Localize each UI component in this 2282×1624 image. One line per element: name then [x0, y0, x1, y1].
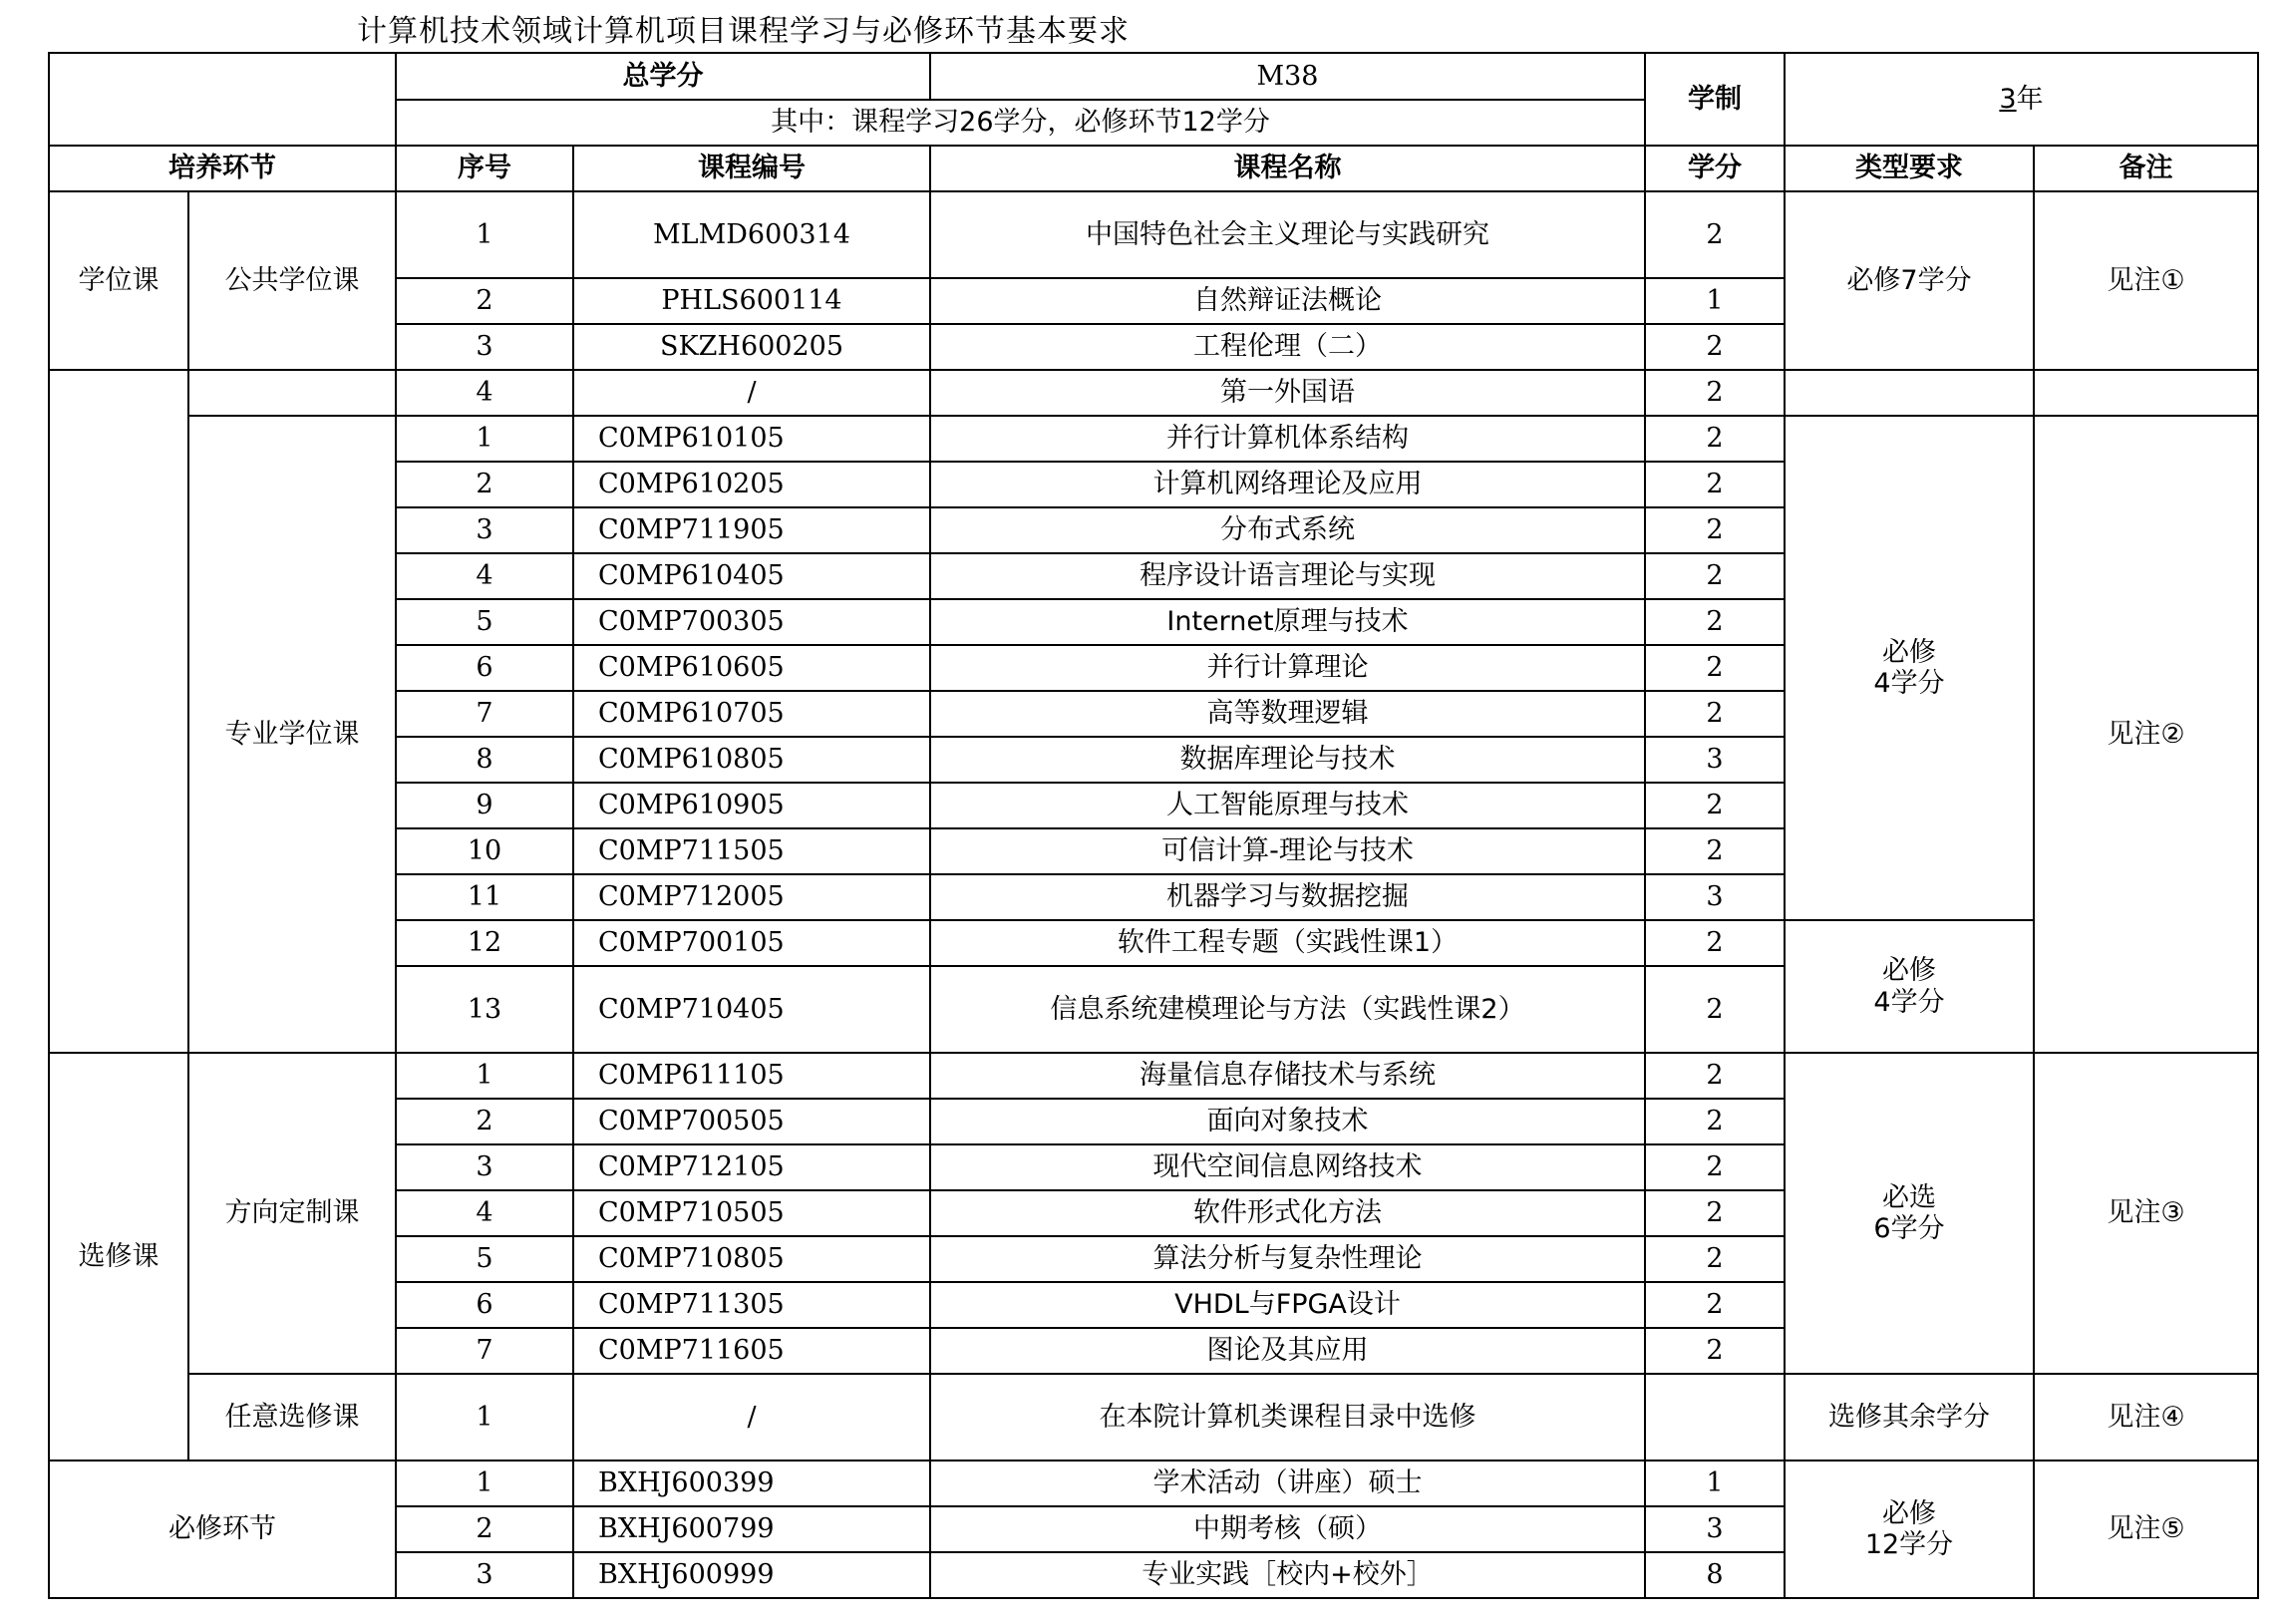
seq-cell: 12 — [396, 920, 573, 966]
course-name-cell: 计算机网络理论及应用 — [930, 462, 1645, 507]
credit-cell: 2 — [1645, 1190, 1785, 1236]
credit-cell: 2 — [1645, 783, 1785, 828]
course-name-cell: 自然辩证法概论 — [930, 278, 1645, 324]
header-note: 备注 — [2034, 146, 2258, 191]
credit-cell: 2 — [1645, 191, 1785, 278]
credit-cell: 2 — [1645, 553, 1785, 599]
seq-cell: 1 — [396, 416, 573, 462]
summary-row-1 — [49, 53, 2258, 100]
header-seq: 序号 — [396, 146, 573, 191]
type-major-b — [1785, 920, 2034, 1053]
seq-cell: 9 — [396, 783, 573, 828]
course-code-cell: C0MP610805 — [573, 737, 930, 783]
credit-cell: 2 — [1645, 1053, 1785, 1099]
credit-cell: 1 — [1645, 1461, 1785, 1506]
credit-cell: 3 — [1645, 1506, 1785, 1552]
course-name-cell: 软件工程专题（实践性课1） — [930, 920, 1645, 966]
seq-cell: 3 — [396, 1144, 573, 1190]
course-code-cell: C0MP700305 — [573, 599, 930, 645]
seq-cell: 1 — [396, 1374, 573, 1461]
type-direction-line-2: 6学分 — [1873, 1213, 1945, 1244]
course-code-cell: BXHJ600999 — [573, 1552, 930, 1598]
type-required — [1785, 1461, 2034, 1598]
note-direction: 见注③ — [2034, 1053, 2258, 1374]
header-type: 类型要求 — [1785, 146, 2034, 191]
credit-cell: 1 — [1645, 278, 1785, 324]
seq-cell: 1 — [396, 1053, 573, 1099]
course-code-cell: / — [573, 370, 930, 416]
course-code-cell: C0MP711505 — [573, 828, 930, 874]
seq-cell: 6 — [396, 645, 573, 691]
course-code-cell: C0MP610605 — [573, 645, 930, 691]
seq-cell: 8 — [396, 737, 573, 783]
course-name-cell: 现代空间信息网络技术 — [930, 1144, 1645, 1190]
course-name-cell: 分布式系统 — [930, 507, 1645, 553]
course-name-cell: 信息系统建模理论与方法（实践性课2） — [930, 966, 1645, 1053]
total-credits-label: 总学分 — [396, 53, 930, 100]
course-name-cell: 中期考核（硕） — [930, 1506, 1645, 1552]
seq-cell: 3 — [396, 1552, 573, 1598]
seq-cell: 3 — [396, 507, 573, 553]
group-elective: 选修课 — [49, 1053, 188, 1461]
course-code-cell: PHLS600114 — [573, 278, 930, 324]
course-code-cell: C0MP700105 — [573, 920, 930, 966]
course-name-cell: Internet原理与技术 — [930, 599, 1645, 645]
table-row — [49, 416, 2258, 462]
credit-cell: 3 — [1645, 874, 1785, 920]
seq-cell: 13 — [396, 966, 573, 1053]
language-blank-cell — [188, 370, 396, 416]
summary-blank-cell — [49, 53, 396, 146]
course-name-cell: 专业实践［校内+校外］ — [930, 1552, 1645, 1598]
course-code-cell: C0MP700505 — [573, 1099, 930, 1144]
course-name-cell: 可信计算-理论与技术 — [930, 828, 1645, 874]
course-code-cell: C0MP710505 — [573, 1190, 930, 1236]
course-code-cell: C0MP611105 — [573, 1053, 930, 1099]
group-free-elective: 任意选修课 — [188, 1374, 396, 1461]
group-major-degree: 专业学位课 — [188, 416, 396, 1053]
type-direction-line-1: 必选 — [1882, 1181, 1936, 1213]
course-code-cell: C0MP610905 — [573, 783, 930, 828]
type-direction — [1785, 1053, 2034, 1374]
course-name-cell: 并行计算理论 — [930, 645, 1645, 691]
course-code-cell: C0MP711905 — [573, 507, 930, 553]
header-stage: 培养环节 — [49, 146, 396, 191]
course-name-cell: 人工智能原理与技术 — [930, 783, 1645, 828]
course-code-cell: C0MP711305 — [573, 1282, 930, 1328]
seq-cell: 4 — [396, 553, 573, 599]
credit-cell: 2 — [1645, 645, 1785, 691]
course-name-cell: 图论及其应用 — [930, 1328, 1645, 1374]
table-row — [49, 1461, 2258, 1506]
seq-cell: 4 — [396, 370, 573, 416]
seq-cell: 4 — [396, 1190, 573, 1236]
credit-cell: 3 — [1645, 737, 1785, 783]
seq-cell: 1 — [396, 1461, 573, 1506]
type-major-a — [1785, 416, 2034, 920]
type-major-b-line-2: 4学分 — [1873, 986, 1945, 1018]
credit-cell: 2 — [1645, 324, 1785, 370]
credit-cell: 2 — [1645, 462, 1785, 507]
course-code-cell: MLMD600314 — [573, 191, 930, 278]
seq-cell: 2 — [396, 1099, 573, 1144]
course-code-cell: C0MP610205 — [573, 462, 930, 507]
table-row — [49, 1374, 2258, 1461]
seq-cell: 2 — [396, 462, 573, 507]
course-name-cell: 海量信息存储技术与系统 — [930, 1053, 1645, 1099]
credit-cell: 2 — [1645, 1099, 1785, 1144]
credit-cell: 2 — [1645, 828, 1785, 874]
course-code-cell: C0MP610405 — [573, 553, 930, 599]
note-free-elective: 见注④ — [2034, 1374, 2258, 1461]
credit-cell: 2 — [1645, 599, 1785, 645]
header-row — [49, 146, 2258, 191]
course-name-cell: 在本院计算机类课程目录中选修 — [930, 1374, 1645, 1461]
course-name-cell: 算法分析与复杂性理论 — [930, 1236, 1645, 1282]
table-row — [49, 370, 2258, 416]
type-major-a-line-2: 4学分 — [1873, 668, 1945, 699]
credit-cell: 2 — [1645, 416, 1785, 462]
course-code-cell: C0MP712105 — [573, 1144, 930, 1190]
seq-cell: 2 — [396, 278, 573, 324]
table-row — [49, 1053, 2258, 1099]
credit-cell: 2 — [1645, 966, 1785, 1053]
course-name-cell: 机器学习与数据挖掘 — [930, 874, 1645, 920]
group-public-degree: 公共学位课 — [188, 191, 396, 370]
note-public: 见注① — [2034, 191, 2258, 370]
course-name-cell: 并行计算机体系结构 — [930, 416, 1645, 462]
course-code-cell: C0MP710405 — [573, 966, 930, 1053]
course-name-cell: 工程伦理（二） — [930, 324, 1645, 370]
group-required: 必修环节 — [49, 1461, 396, 1598]
type-free-elective: 选修其余学分 — [1785, 1374, 2034, 1461]
credit-cell: 2 — [1645, 1282, 1785, 1328]
credit-cell: 2 — [1645, 691, 1785, 737]
group-degree: 学位课 — [49, 191, 188, 370]
course-code-cell: C0MP711605 — [573, 1328, 930, 1374]
type-major-b-line-1: 必修 — [1882, 955, 1936, 987]
seq-cell: 11 — [396, 874, 573, 920]
credit-blank-cell — [1645, 1374, 1785, 1461]
type-required-line-2: 12学分 — [1864, 1529, 1954, 1560]
seq-cell: 6 — [396, 1282, 573, 1328]
course-name-cell: 学术活动（讲座）硕士 — [930, 1461, 1645, 1506]
duration-unit: 年 — [2016, 83, 2044, 115]
total-credits-value: M38 — [930, 53, 1645, 100]
course-code-cell: C0MP710805 — [573, 1236, 930, 1282]
course-name-cell: 数据库理论与技术 — [930, 737, 1645, 783]
type-major-a-line-1: 必修 — [1882, 636, 1936, 668]
seq-cell: 7 — [396, 1328, 573, 1374]
seq-cell: 10 — [396, 828, 573, 874]
duration-number: 3 — [1999, 83, 2017, 115]
course-name-cell: 面向对象技术 — [930, 1099, 1645, 1144]
seq-cell: 2 — [396, 1506, 573, 1552]
course-code-cell: C0MP712005 — [573, 874, 930, 920]
seq-cell: 5 — [396, 599, 573, 645]
course-code-cell: C0MP610705 — [573, 691, 930, 737]
course-code-cell: BXHJ600399 — [573, 1461, 930, 1506]
course-code-cell: / — [573, 1374, 930, 1461]
type-public: 必修7学分 — [1785, 191, 2034, 370]
type-required-line-1: 必修 — [1882, 1497, 1936, 1529]
credit-cell: 2 — [1645, 507, 1785, 553]
course-name-cell: 软件形式化方法 — [930, 1190, 1645, 1236]
course-name-cell: 第一外国语 — [930, 370, 1645, 416]
credit-cell: 2 — [1645, 1328, 1785, 1374]
course-code-cell: BXHJ600799 — [573, 1506, 930, 1552]
credit-cell: 2 — [1645, 1236, 1785, 1282]
seq-cell: 3 — [396, 324, 573, 370]
credit-cell: 2 — [1645, 1144, 1785, 1190]
course-requirements-table — [48, 52, 2259, 1599]
course-name-cell: 程序设计语言理论与实现 — [930, 553, 1645, 599]
course-code-cell: SKZH600205 — [573, 324, 930, 370]
group-direction: 方向定制课 — [188, 1053, 396, 1374]
header-credit: 学分 — [1645, 146, 1785, 191]
note-blank-cell — [2034, 370, 2258, 416]
degree-blank-cell — [49, 370, 188, 1053]
credit-cell: 2 — [1645, 920, 1785, 966]
duration-label: 学制 — [1645, 53, 1785, 146]
seq-cell: 1 — [396, 191, 573, 278]
header-code: 课程编号 — [573, 146, 930, 191]
seq-cell: 7 — [396, 691, 573, 737]
course-name-cell: 高等数理逻辑 — [930, 691, 1645, 737]
document-title: 计算机技术领域计算机项目课程学习与必修环节基本要求 — [357, 14, 1130, 49]
seq-cell: 5 — [396, 1236, 573, 1282]
table-row — [49, 191, 2258, 278]
type-blank-cell — [1785, 370, 2034, 416]
note-major: 见注② — [2034, 416, 2258, 1053]
header-name: 课程名称 — [930, 146, 1645, 191]
course-code-cell: C0MP610105 — [573, 416, 930, 462]
credits-breakdown: 其中：课程学习26学分，必修环节12学分 — [396, 100, 1645, 146]
credit-cell: 2 — [1645, 370, 1785, 416]
duration-value — [1785, 53, 2258, 146]
credit-cell: 8 — [1645, 1552, 1785, 1598]
course-name-cell: 中国特色社会主义理论与实践研究 — [930, 191, 1645, 278]
note-required: 见注⑤ — [2034, 1461, 2258, 1598]
course-name-cell: VHDL与FPGA设计 — [930, 1282, 1645, 1328]
